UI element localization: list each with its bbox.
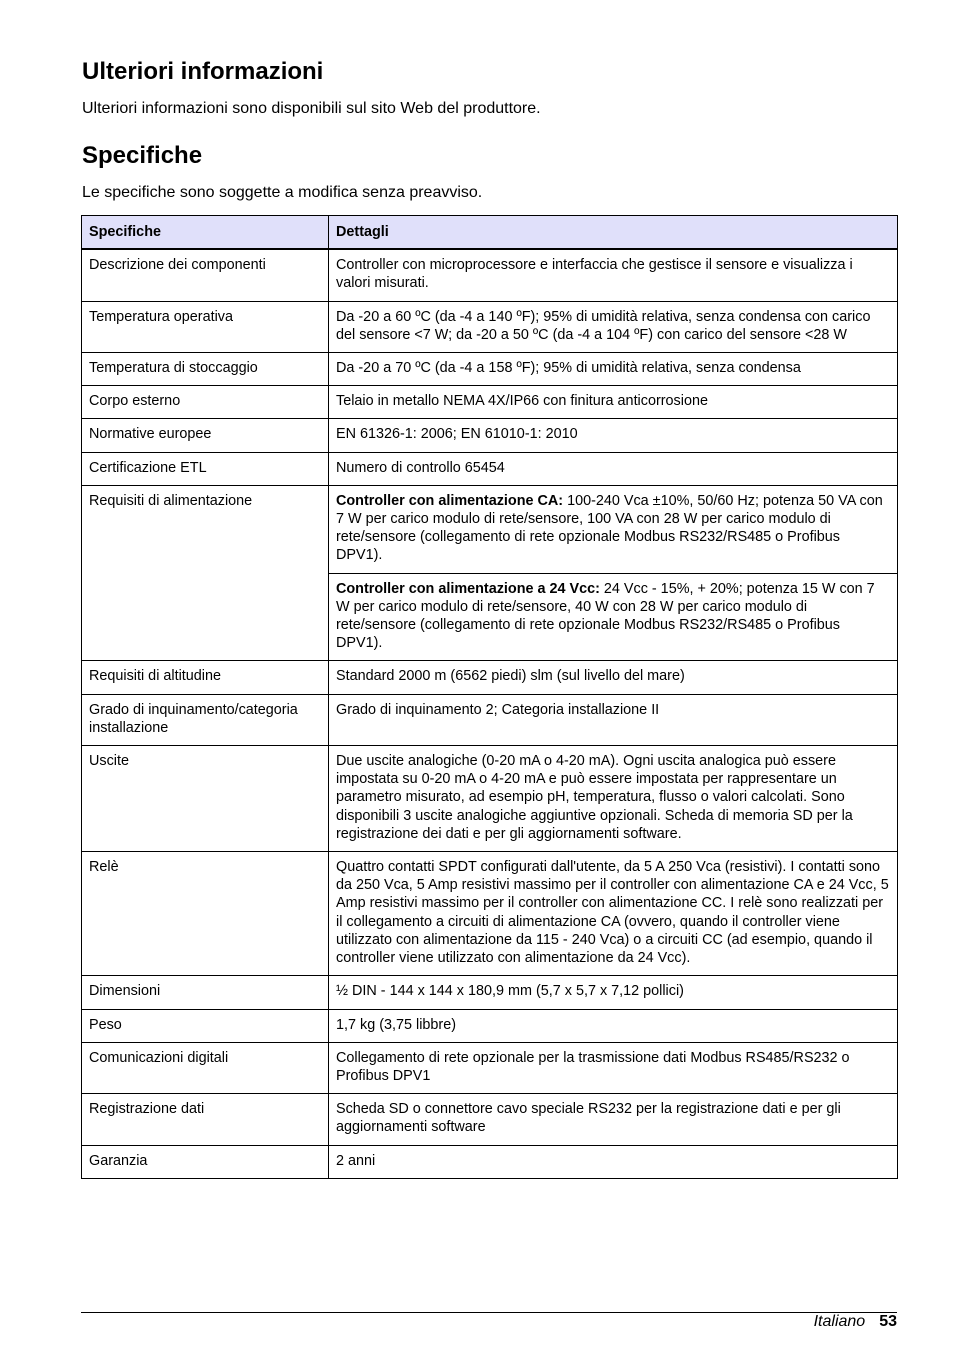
row-detail-power-ac: [329, 485, 898, 573]
table-row: [82, 452, 898, 485]
page-footer: [814, 1312, 897, 1332]
row-label: Garanzia: [82, 1145, 329, 1178]
table-row: [82, 976, 898, 1009]
table-row: [82, 1042, 898, 1093]
row-label: Grado di inquinamento/categoria installazione: [82, 694, 329, 745]
row-detail: 1,7 kg (3,75 libbre): [329, 1009, 898, 1042]
row-label: Descrizione dei componenti: [82, 249, 329, 301]
row-detail: Quattro contatti SPDT configurati dall'utente, da 5 A 250 Vca (resistivi). I contatti sono da 250 Vca, 5 Amp resistivi massimo per il controller con alimentazione CA e 24 Vcc, 5 Amp resistivi massimo per il controller con alimentazione CC. I relè sono realizzati per il collegamento a circuiti di alimentazione CA (ovvero, quando il controller viene utilizzato con alimentazione da 115 - 240 Vca) o a circuiti CC (ad esempio, quando il controller viene utilizzato con alimentazione da 24 Vcc).: [329, 852, 898, 976]
table-row: [82, 1009, 898, 1042]
row-detail: Controller con microprocessore e interfaccia che gestisce il sensore e visualizza i valori misurati.: [329, 249, 898, 301]
table-row: [82, 694, 898, 745]
table-row: [82, 852, 898, 976]
row-label: Relè: [82, 852, 329, 976]
more-info-paragraph: Ulteriori informazioni sono disponibili sul sito Web del produttore.: [82, 100, 541, 117]
table-row: [82, 386, 898, 419]
footer-language: Italiano: [813, 1313, 866, 1330]
column-header-detail: Dettagli: [329, 216, 898, 250]
row-label: Dimensioni: [82, 976, 329, 1009]
power-dc-text: 24 Vcc - 15%, + 20%; potenza 15 W con 7 W per carico modulo di rete/sensore, 40 W con 28 W per carico modulo di rete/sensore (collegamento di rete opzionale Modbus RS232/RS485 o Profibus DPV1).: [336, 580, 875, 652]
row-detail-power-dc: [329, 573, 898, 661]
row-label: Certificazione ETL: [82, 452, 329, 485]
table-row: [82, 661, 898, 694]
table-row: [82, 353, 898, 386]
row-label: Requisiti di altitudine: [82, 661, 329, 694]
row-detail: Numero di controllo 65454: [329, 452, 898, 485]
row-label: Registrazione dati: [82, 1094, 329, 1145]
specs-intro-paragraph: Le specifiche sono soggette a modifica senza preavviso.: [82, 184, 483, 201]
row-detail: ½ DIN - 144 x 144 x 180,9 mm (5,7 x 5,7 x 7,12 pollici): [329, 976, 898, 1009]
power-ac-text: 100-240 Vca ±10%, 50/60 Hz; potenza 50 VA con 7 W per carico modulo di rete/sensore, 100 VA con 28 W per carico modulo di rete/sensore (collegamento di rete opzionale Modbus RS232/RS485 o Profibus DPV1).: [336, 492, 883, 564]
power-ac-heading: Controller con alimentazione CA:: [336, 492, 564, 509]
row-label: Temperatura di stoccaggio: [82, 353, 329, 386]
row-label: Corpo esterno: [82, 386, 329, 419]
row-detail: Collegamento di rete opzionale per la trasmissione dati Modbus RS485/RS232 o Profibus DPV1: [329, 1042, 898, 1093]
table-row: [82, 301, 898, 352]
row-label: Normative europee: [82, 419, 329, 452]
row-detail: Da -20 a 60 ºC (da -4 a 140 ºF); 95% di umidità relativa, senza condensa con carico del sensore <7 W; da -20 a 50 ºC (da -4 a 104 ºF) con carico del sensore <28 W: [329, 301, 898, 352]
table-row: [82, 249, 898, 301]
row-detail: Standard 2000 m (6562 piedi) slm (sul livello del mare): [329, 661, 898, 694]
row-detail: EN 61326-1: 2006; EN 61010-1: 2010: [329, 419, 898, 452]
section-title-more-info: Ulteriori informazioni: [82, 58, 324, 85]
row-label: Peso: [82, 1009, 329, 1042]
table-row: [82, 419, 898, 452]
row-detail: Da -20 a 70 ºC (da -4 a 158 ºF); 95% di umidità relativa, senza condensa: [329, 353, 898, 386]
row-detail: Grado di inquinamento 2; Categoria installazione II: [329, 694, 898, 745]
row-label: Uscite: [82, 746, 329, 852]
table-row: [82, 485, 898, 573]
row-label: Comunicazioni digitali: [82, 1042, 329, 1093]
section-title-specs: Specifiche: [82, 142, 203, 169]
row-detail: Telaio in metallo NEMA 4X/IP66 con finitura anticorrosione: [329, 386, 898, 419]
page-number: 53: [879, 1313, 897, 1330]
table-header-row: [82, 216, 898, 250]
row-detail: 2 anni: [329, 1145, 898, 1178]
table-row: [82, 1145, 898, 1178]
column-header-spec: Specifiche: [82, 216, 329, 250]
table-row: [82, 746, 898, 852]
table-row: [82, 1094, 898, 1145]
row-detail: Due uscite analogiche (0-20 mA o 4-20 mA). Ogni uscita analogica può essere impostata su 0-20 mA o 4-20 mA e può essere impostata per rappresentare un parametro misurato, ad esempio pH, temperatura, flusso o valori calcolati. Sono disponibili 3 uscite analogiche aggiuntive opzionali. Scheda di memoria SD per la registrazione dei dati e per gli aggiornamenti software.: [329, 746, 898, 852]
footer-divider: [81, 1312, 897, 1313]
row-label: Requisiti di alimentazione: [82, 485, 329, 661]
row-detail: Scheda SD o connettore cavo speciale RS232 per la registrazione dati e per gli aggiornamenti software: [329, 1094, 898, 1145]
power-dc-heading: Controller con alimentazione a 24 Vcc:: [336, 580, 600, 597]
specifications-table: [81, 215, 898, 1179]
row-label: Temperatura operativa: [82, 301, 329, 352]
